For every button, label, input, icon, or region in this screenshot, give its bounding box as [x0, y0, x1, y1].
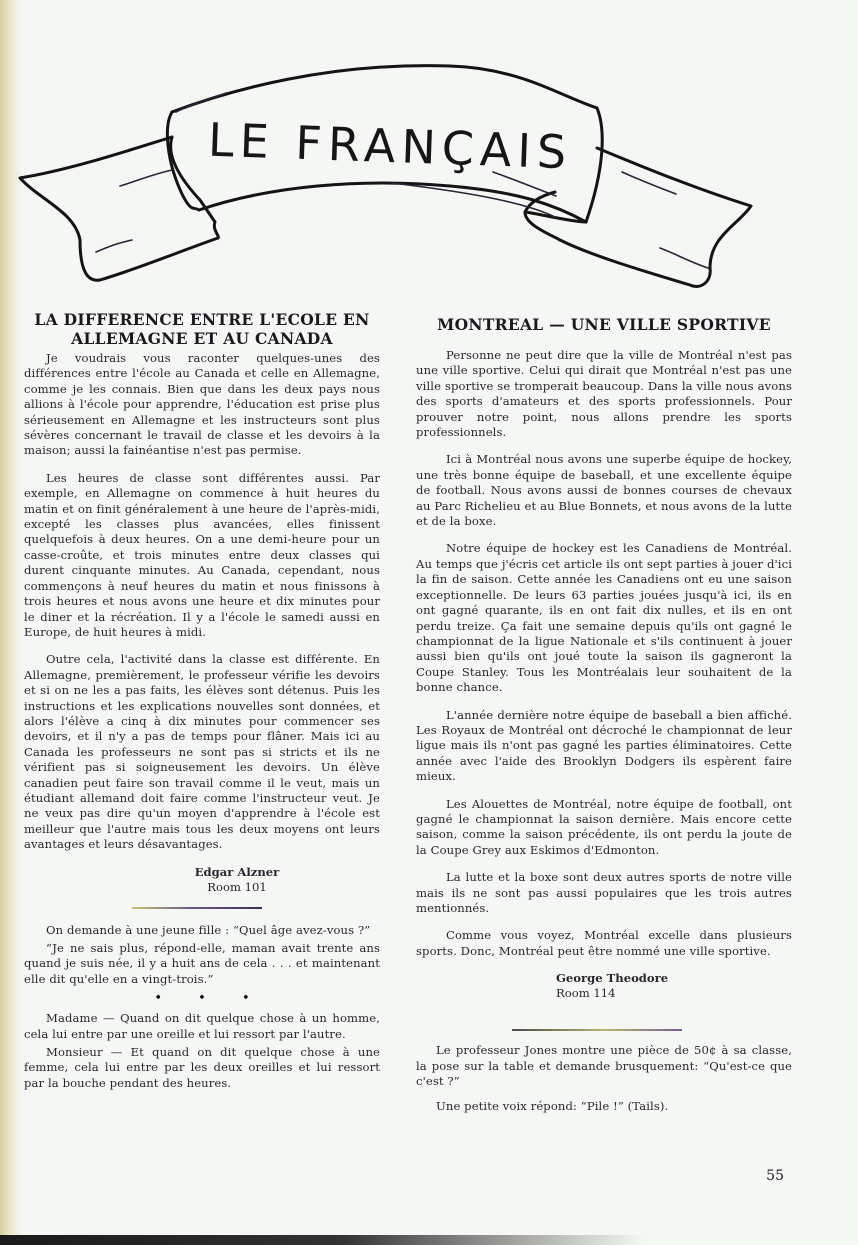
- article-paragraph: Je voudrais vous raconter quelques-unes des différences entre l'école au Canada et celle en Allemagne, comme je les connais. Bien que dans les deux pays nous allions à l'école pour apprendre, l'éducation est prise plus sérieusement en Allemagne et les instructeurs sont plus sévères concernant le travail de classe et les devoirs à la maison; aussi la fainéantise n'est pas permise.: [24, 351, 380, 458]
- article-signature: [416, 971, 792, 1001]
- author-name: George Theodore: [556, 971, 669, 986]
- joke-line: Le professeur Jones montre une pièce de 50¢ à sa classe, la pose sur la table et demande brusquement: “Qu'est-ce que c'est ?”: [416, 1043, 792, 1089]
- page-number: 55: [766, 1168, 784, 1184]
- joke-ears: [24, 1011, 380, 1091]
- article-paragraph: Notre équipe de hockey est les Canadiens de Montréal. Au temps que j'écris cet article ils ont sept parties à jouer d'ici la fin de saison. Cette année les Canadiens ont eu une saison exceptionnelle. De leurs 63 parties jouées jusqu'à ici, ils en ont gagné quarante, ils en ont fait dix nulles, et ils en ont perdu treize. Ça fait une semaine depuis qu'ils ont gagné le championnat de la ligue Nationale et s'ils continuent à jouer aussi bien qu'ils ont joué toute la saison ils gagneront la Coupe Stanley. Tous les Montréalais leur souhaitent de la bonne chance.: [416, 541, 792, 695]
- article-paragraph: Les Alouettes de Montréal, notre équipe de football, ont gagné le championnat la saison dernière. Mais encore cette saison, comme la saison précédente, ils ont perdu la joute de la Coupe Grey aux Eskimos d'Edmonton.: [416, 796, 792, 857]
- left-column: [24, 310, 380, 1094]
- page-bottom-edge: [0, 1235, 858, 1245]
- banner-illustration: [0, 0, 858, 300]
- article-paragraph: Comme vous voyez, Montréal excelle dans plusieurs sports. Donc, Montréal peut être nommé une ville sportive.: [416, 928, 792, 958]
- article-title: MONTREAL — UNE VILLE SPORTIVE: [437, 315, 771, 334]
- joke-line: Monsieur — Et quand on dit quelque chose à une femme, cela lui entre par les deux oreilles et lui ressort par la bouche pendant des heures.: [24, 1045, 380, 1090]
- article-title: [24, 310, 380, 348]
- article-paragraph: Outre cela, l'activité dans la classe est différente. En Allemagne, premièrement, le professeur vérifie les devoirs et si on ne les a pas faits, les élèves sont détenus. Puis les instructions et les explications nouvelles sont données, et alors l'élève a cinq à dix minutes pour commencer ses devoirs, et il n'y a pas de temps pour flâner. Mais ici au Canada les professeurs ne sont pas si stricts et ils ne vérifient pas si soigneusement les devoirs. Un élève canadien peut faire son travail comme il le veut, mais un étudiant allemand doit faire comme l'instructeur veut. Je ne veux pas dire qu'un moyen d'apprendre à l'école est meilleur que l'autre mais tous les deux moyens ont leurs avantages et leurs désavantages.: [24, 652, 380, 852]
- article-title-line1: LA DIFFERENCE ENTRE L'ECOLE EN: [34, 310, 370, 329]
- banner-center-right: [586, 108, 602, 222]
- article-paragraph: Ici à Montréal nous avons une superbe équipe de hockey, une très bonne équipe de baseball, et une excellente équipe de football. Nous avons aussi de bonnes courses de chevaux au Parc Richelieu et au Blue Bonnets, et nous avons de la lutte et de la boxe.: [416, 452, 792, 529]
- joke-line: On demande à une jeune fille : “Quel âge avez-vous ?”: [46, 922, 371, 937]
- article-signature: [24, 865, 380, 895]
- article-title-line2: ALLEMAGNE ET AU CANADA: [71, 329, 333, 348]
- article-paragraph: Personne ne peut dire que la ville de Montréal n'est pas une ville sportive. Celui qui dirait que Montréal n'est pas une ville sportive se tromperait beaucoup. Dans la ville nous avons des sports d'amateurs et des sports professionnels. Pour prouver notre point, nous allons prendre les sports professionnels.: [416, 348, 792, 440]
- section-divider: [132, 907, 262, 909]
- joke-age: [24, 923, 380, 988]
- article-paragraph: La lutte et la boxe sont deux autres sports de notre ville mais ils ne sont pas aussi populaires que les trois autres mentionnés.: [416, 870, 792, 915]
- banner-center-bottom: [199, 183, 586, 222]
- author-room: Room 114: [556, 986, 616, 1001]
- joke-line: Une petite voix répond: “Pile !” (Tails).: [436, 1099, 669, 1114]
- article-paragraph: L'année dernière notre équipe de baseball a bien affiché. Les Royaux de Montréal ont décroché le championnat de leur ligue mais ils n'ont pas gagné les parties éliminatoires. Cette année avec l'aide des Brooklyn Dodgers ils espèrent faire mieux.: [416, 707, 792, 784]
- joke-line: “Je ne sais plus, répond-elle, maman avait trente ans quand je suis née, il y a huit ans de cela . . . et maintenant elle dit qu'elle en a vingt-trois.”: [24, 941, 380, 986]
- banner-title: LE FRANÇAIS: [207, 112, 574, 180]
- banner-center-top: [172, 66, 597, 112]
- joke-coin: [416, 1043, 792, 1115]
- author-name: Edgar Alzner: [194, 864, 280, 879]
- right-column: [416, 310, 792, 1125]
- separator-dots: • • •: [154, 991, 266, 1007]
- author-room: Room 101: [207, 879, 267, 894]
- banner-left-tail: [20, 137, 218, 280]
- joke-line: Madame — Quand on dit quelque chose à un homme, cela lui entre par une oreille et lui ressort par l'autre.: [24, 1011, 380, 1041]
- article-montreal-sports: [416, 315, 792, 1001]
- section-divider: [512, 1029, 682, 1031]
- article-paragraph: Les heures de classe sont différentes aussi. Par exemple, en Allemagne on commence à huit heures du matin et on finit généralement à une heure de l'après-midi, excepté les classes plus avancées, elles finissent quelquefois à deux heures. On a une demi-heure pour un casse-croûte, et trois minutes entre deux classes qui durent cinquante minutes. Au Canada, cependant, nous commençons à neuf heures du matin et nous finissons à trois heures et nous avons une heure et dix minutes pour le diner et la récréation. Il y a l'école le samedi aussi en Europe, de huit heures à midi.: [24, 470, 380, 639]
- article-school-differences: [24, 310, 380, 895]
